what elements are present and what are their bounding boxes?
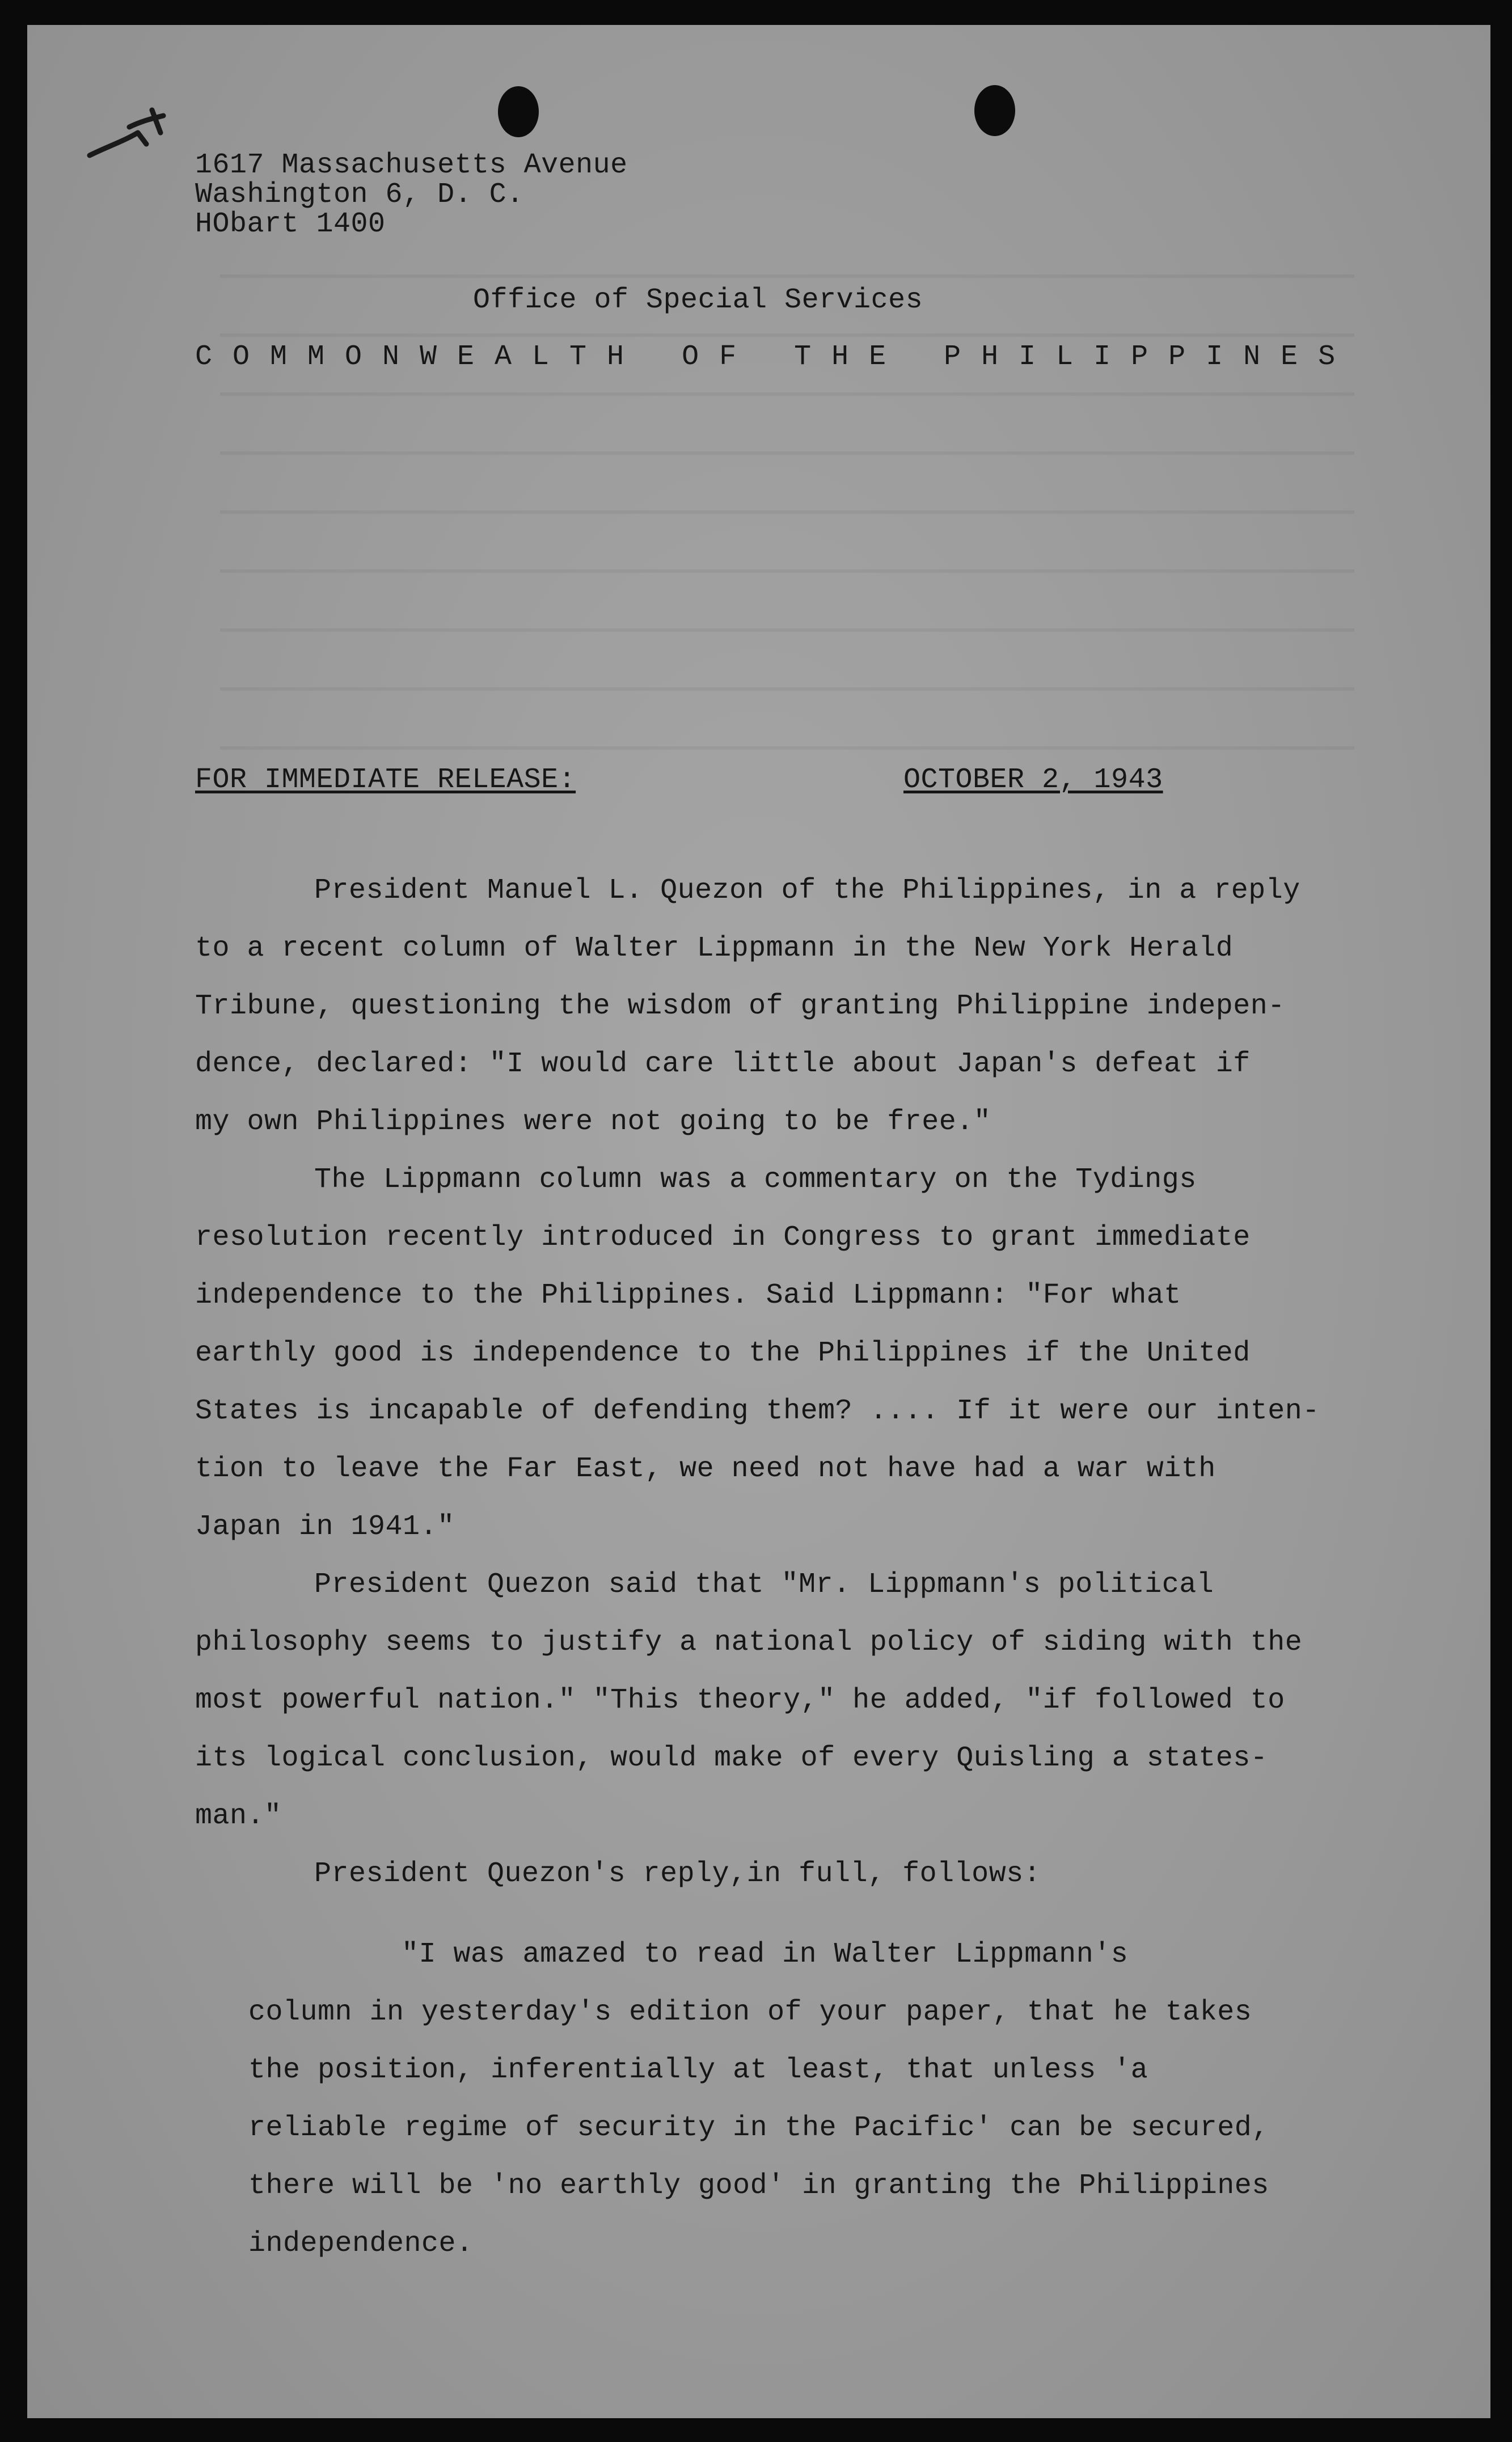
document-page (27, 25, 1490, 2418)
address-line: 1617 Massachusetts Avenue (195, 149, 628, 181)
address-line: Washington 6, D. C. (195, 179, 524, 211)
release-date: OCTOBER 2, 1943 (903, 764, 1163, 796)
text-line: President Quezon said that "Mr. Lippmann's political (314, 1569, 1214, 1601)
press-release-body (195, 862, 1490, 1903)
address-line: HObart 1400 (195, 208, 386, 240)
text-line: dence, declared: "I would care little about Japan's defeat if (195, 1048, 1251, 1080)
text-line: column in yesterday's edition of your paper, that he takes (248, 1996, 1252, 2029)
punch-hole-right (974, 85, 1015, 136)
text-line: there will be 'no earthly good' in granting the Philippines (248, 2170, 1269, 2202)
text-line: "I was amazed to read in Walter Lippmann's (402, 1938, 1129, 1971)
text-line: philosophy seems to justify a national policy of siding with the (195, 1626, 1303, 1659)
text-line: resolution recently introduced in Congress to grant immediate (195, 1222, 1251, 1254)
organization-title: COMMONWEALTH OF THE PHILIPPINES (195, 341, 1356, 373)
text-line: Japan in 1941." (195, 1511, 455, 1543)
text-line: tion to leave the Far East, we need not have had a war with (195, 1453, 1216, 1485)
text-line: independence to the Philippines. Said Lippmann: "For what (195, 1279, 1181, 1312)
text-line: earthly good is independence to the Philippines if the United (195, 1337, 1251, 1370)
text-line: President Quezon's reply,in full, follows: (314, 1858, 1041, 1890)
text-line: to a recent column of Walter Lippmann in the New York Herald (195, 932, 1234, 965)
bleed-through-text (220, 240, 1354, 751)
text-line: States is incapable of defending them? .... If it were our inten- (195, 1395, 1320, 1427)
office-title: Office of Special Services (473, 284, 923, 316)
text-line: its logical conclusion, would make of every Quisling a states- (195, 1742, 1268, 1775)
pen-mark-icon (84, 93, 197, 184)
text-line: most powerful nation." "This theory," he added, "if followed to (195, 1684, 1285, 1717)
text-line: independence. (248, 2228, 474, 2260)
text-line: President Manuel L. Quezon of the Philippines, in a reply (314, 874, 1300, 907)
sender-address (195, 151, 628, 239)
quoted-reply (248, 1926, 1490, 2273)
text-line: the position, inferentially at least, that unless 'a (248, 2054, 1148, 2086)
punch-hole-left (498, 86, 539, 137)
text-line: my own Philippines were not going to be free." (195, 1106, 991, 1138)
release-label: FOR IMMEDIATE RELEASE: (195, 764, 576, 796)
text-line: man." (195, 1800, 282, 1832)
text-line: reliable regime of security in the Pacific' can be secured, (248, 2112, 1269, 2144)
text-line: The Lippmann column was a commentary on the Tydings (314, 1164, 1197, 1196)
text-line: Tribune, questioning the wisdom of granting Philippine indepen- (195, 990, 1285, 1023)
